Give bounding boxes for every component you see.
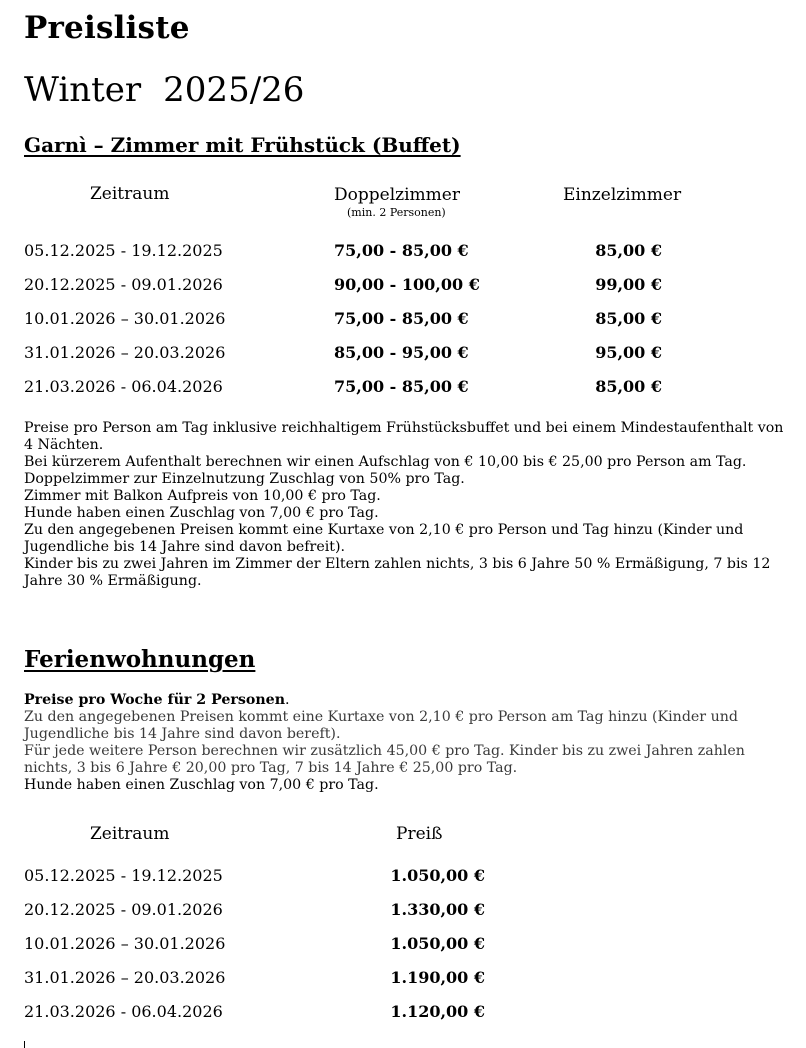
apartments-row-period: 20.12.2025 - 09.01.2026: [24, 900, 223, 919]
garni-note: Zu den angegebenen Preisen kommt eine Kurtaxe von 2,10 € pro Person und Tag hinzu (Kinder und Jugendliche bis 14 Jahre sind davon befreit).: [24, 522, 744, 555]
garni-row-double: 75,00 - 85,00 €: [334, 241, 469, 260]
apartments-note-dogs: Hunde haben einen Zuschlag von 7,00 € pro Tag.: [24, 777, 379, 793]
garni-row-single: 85,00 €: [595, 309, 662, 328]
garni-row-period: 21.03.2026 - 06.04.2026: [24, 377, 223, 396]
apartments-col-price: Preiß: [396, 824, 443, 844]
garni-row-double: 85,00 - 95,00 €: [334, 343, 469, 362]
apartments-row-period: 31.01.2026 – 20.03.2026: [24, 968, 226, 987]
apartments-col-period: Zeitraum: [90, 824, 170, 844]
page-edge-mark: [24, 1041, 25, 1048]
garni-note: Zimmer mit Balkon Aufpreis von 10,00 € pro Tag.: [24, 488, 381, 504]
garni-col-double: Doppelzimmer: [334, 185, 460, 205]
garni-row-period: 10.01.2026 – 30.01.2026: [24, 309, 226, 328]
apartments-row-price: 1.120,00 €: [390, 1002, 485, 1021]
garni-col-single: Einzelzimmer: [563, 185, 682, 205]
garni-row-single: 85,00 €: [595, 377, 662, 396]
apartments-note: Zu den angegebenen Preisen kommt eine Kurtaxe von 2,10 € pro Person am Tag hinzu (Kinder und Jugendliche bis 14 Jahre sind davon bereft).: [24, 709, 738, 742]
garni-row-single: 85,00 €: [595, 241, 662, 260]
garni-col-double-note: (min. 2 Personen): [347, 206, 446, 219]
garni-notes: [24, 420, 784, 590]
apartments-row-period: 10.01.2026 – 30.01.2026: [24, 934, 226, 953]
garni-row-double: 75,00 - 85,00 €: [334, 309, 469, 328]
apartments-row-period: 05.12.2025 - 19.12.2025: [24, 866, 223, 885]
garni-note: Bei kürzerem Aufenthalt berechnen wir einen Aufschlag von € 10,00 bis € 25,00 pro Person am Tag.: [24, 454, 747, 470]
garni-row-single: 95,00 €: [595, 343, 662, 362]
garni-row-period: 20.12.2025 - 09.01.2026: [24, 275, 223, 294]
apartments-intro-bold: Preise pro Woche für 2 Personen: [24, 692, 286, 708]
garni-note: Preise pro Person am Tag inklusive reichhaltigem Frühstücksbuffet und bei einem Mindestaufenthalt von 4 Nächten.: [24, 420, 784, 453]
garni-row-double: 75,00 - 85,00 €: [334, 377, 469, 396]
apartments-heading: Ferienwohnungen: [24, 646, 256, 673]
apartments-note: Für jede weitere Person berechnen wir zusätzlich 45,00 € pro Tag. Kinder bis zu zwei Jahren zahlen nichts, 3 bis 6 Jahre € 20,00 pro Tag, 7 bis 14 Jahre € 25,00 pro Tag.: [24, 743, 745, 776]
apartments-row-price: 1.050,00 €: [390, 866, 485, 885]
apartments-intro-punct: .: [285, 692, 290, 708]
garni-row-period: 05.12.2025 - 19.12.2025: [24, 241, 223, 260]
season-subtitle: [24, 70, 304, 110]
page-title: Preisliste: [24, 10, 190, 46]
season-year: 2025/26: [163, 70, 305, 110]
garni-note: Hunde haben einen Zuschlag von 7,00 € pro Tag.: [24, 505, 379, 521]
apartments-notes: [24, 692, 784, 794]
apartments-row-price: 1.190,00 €: [390, 968, 485, 987]
garni-note: Doppelzimmer zur Einzelnutzung Zuschlag von 50% pro Tag.: [24, 471, 465, 487]
garni-heading: Garnì – Zimmer mit Frühstück (Buffet): [24, 133, 461, 157]
garni-row-single: 99,00 €: [595, 275, 662, 294]
apartments-row-price: 1.330,00 €: [390, 900, 485, 919]
apartments-row-price: 1.050,00 €: [390, 934, 485, 953]
garni-row-double: 90,00 - 100,00 €: [334, 275, 480, 294]
apartments-row-period: 21.03.2026 - 06.04.2026: [24, 1002, 223, 1021]
apartments-intro: [24, 692, 784, 709]
garni-row-period: 31.01.2026 – 20.03.2026: [24, 343, 226, 362]
garni-note: Kinder bis zu zwei Jahren im Zimmer der Eltern zahlen nichts, 3 bis 6 Jahre 50 % Ermäßigung, 7 bis 12 Jahre 30 % Ermäßigung.: [24, 556, 771, 589]
season-label: Winter: [24, 70, 142, 110]
garni-col-period: Zeitraum: [90, 184, 170, 204]
